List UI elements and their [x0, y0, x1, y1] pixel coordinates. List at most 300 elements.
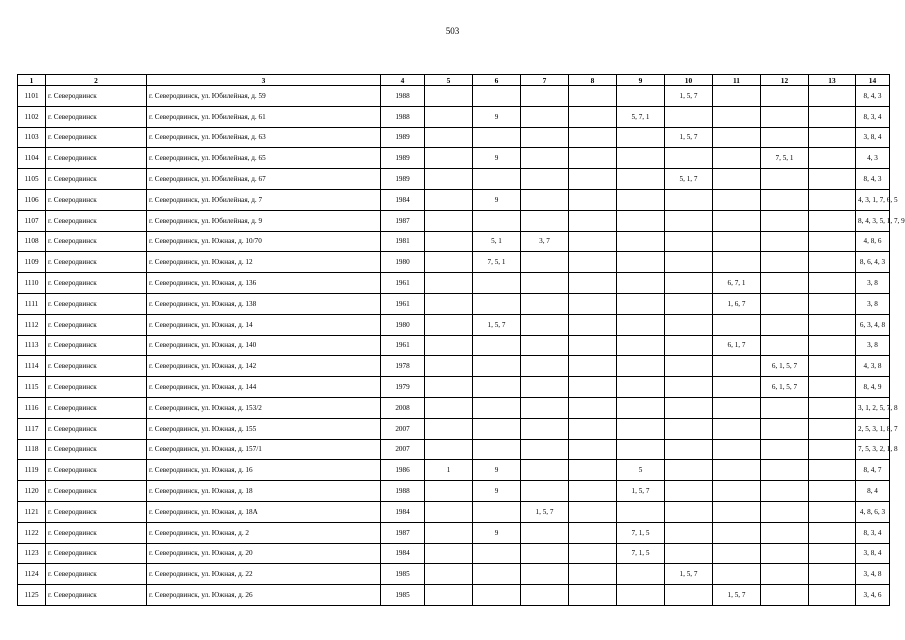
col-14-cell: 3, 4, 8 — [856, 564, 890, 585]
col-10-cell — [665, 148, 713, 169]
col-5-cell — [425, 86, 473, 107]
col-7-cell — [521, 585, 569, 606]
table-row — [18, 585, 890, 606]
col-9-cell — [617, 335, 665, 356]
col-13-cell — [809, 210, 856, 231]
row-number-cell: 1117 — [18, 418, 46, 439]
col-7-cell — [521, 543, 569, 564]
col-9-cell — [617, 127, 665, 148]
row-number-cell: 1105 — [18, 169, 46, 190]
col-5-cell — [425, 148, 473, 169]
col-12-cell — [761, 564, 809, 585]
table-row — [18, 439, 890, 460]
locality-cell: г. Северодвинск — [46, 543, 147, 564]
locality-cell: г. Северодвинск — [46, 585, 147, 606]
col-11-cell — [713, 106, 761, 127]
col-13-cell — [809, 481, 856, 502]
table-row — [18, 418, 890, 439]
col-9-cell: 5 — [617, 460, 665, 481]
col-7-cell — [521, 148, 569, 169]
year-cell: 1961 — [381, 293, 425, 314]
col-7-cell — [521, 397, 569, 418]
col-5-cell — [425, 439, 473, 460]
col-7-cell — [521, 564, 569, 585]
col-14-cell: 8, 4, 7 — [856, 460, 890, 481]
col-6-cell — [473, 543, 521, 564]
col-7-cell — [521, 522, 569, 543]
address-cell: г. Северодвинск, ул. Южная, д. 16 — [147, 460, 381, 481]
col-10-cell — [665, 522, 713, 543]
col-6-cell: 9 — [473, 522, 521, 543]
locality-cell: г. Северодвинск — [46, 273, 147, 294]
col-6-cell — [473, 564, 521, 585]
col-9-cell — [617, 585, 665, 606]
col-10-cell: 1, 5, 7 — [665, 86, 713, 107]
col-11-cell — [713, 564, 761, 585]
col-12-cell — [761, 397, 809, 418]
col-11-cell — [713, 189, 761, 210]
col-5-cell — [425, 564, 473, 585]
address-cell: г. Северодвинск, ул. Южная, д. 2 — [147, 522, 381, 543]
col-12-cell — [761, 418, 809, 439]
table-row — [18, 127, 890, 148]
col-6-cell — [473, 169, 521, 190]
col-14-cell: 4, 3, 1, 7, 6, 5 — [856, 189, 890, 210]
col-14-cell: 8, 4, 9 — [856, 377, 890, 398]
col-7-cell — [521, 86, 569, 107]
col-11-cell — [713, 460, 761, 481]
col-14-cell: 3, 8 — [856, 293, 890, 314]
column-header-14: 14 — [856, 75, 890, 86]
row-number-cell: 1110 — [18, 273, 46, 294]
row-number-cell: 1107 — [18, 210, 46, 231]
col-14-cell: 8, 4, 3, 5, 1, 7, 9 — [856, 210, 890, 231]
col-5-cell — [425, 252, 473, 273]
col-8-cell — [569, 543, 617, 564]
col-14-cell: 3, 1, 2, 5, 7, 8 — [856, 397, 890, 418]
address-cell: г. Северодвинск, ул. Южная, д. 18 — [147, 481, 381, 502]
col-8-cell — [569, 106, 617, 127]
address-cell: г. Северодвинск, ул. Южная, д. 14 — [147, 314, 381, 335]
col-14-cell: 8, 3, 4 — [856, 522, 890, 543]
address-cell: г. Северодвинск, ул. Южная, д. 144 — [147, 377, 381, 398]
col-8-cell — [569, 127, 617, 148]
table-row — [18, 564, 890, 585]
col-6-cell — [473, 86, 521, 107]
col-13-cell — [809, 106, 856, 127]
col-14-cell: 3, 8 — [856, 335, 890, 356]
col-9-cell — [617, 148, 665, 169]
col-5-cell — [425, 356, 473, 377]
col-10-cell — [665, 210, 713, 231]
col-7-cell — [521, 377, 569, 398]
col-8-cell — [569, 418, 617, 439]
col-14-cell: 4, 8, 6 — [856, 231, 890, 252]
col-8-cell — [569, 460, 617, 481]
column-header-10: 10 — [665, 75, 713, 86]
col-11-cell — [713, 356, 761, 377]
address-cell: г. Северодвинск, ул. Юбилейная, д. 67 — [147, 169, 381, 190]
col-13-cell — [809, 273, 856, 294]
column-header-13: 13 — [809, 75, 856, 86]
col-9-cell: 1, 5, 7 — [617, 481, 665, 502]
col-12-cell: 7, 5, 1 — [761, 148, 809, 169]
col-7-cell — [521, 439, 569, 460]
col-10-cell: 1, 5, 7 — [665, 564, 713, 585]
row-number-cell: 1106 — [18, 189, 46, 210]
col-8-cell — [569, 335, 617, 356]
col-7-cell — [521, 106, 569, 127]
col-7-cell — [521, 314, 569, 335]
table-row — [18, 231, 890, 252]
col-9-cell — [617, 439, 665, 460]
col-10-cell — [665, 106, 713, 127]
year-cell: 2007 — [381, 439, 425, 460]
col-7-cell — [521, 356, 569, 377]
row-number-cell: 1120 — [18, 481, 46, 502]
col-7-cell — [521, 273, 569, 294]
col-8-cell — [569, 210, 617, 231]
col-10-cell — [665, 418, 713, 439]
col-11-cell: 1, 5, 7 — [713, 585, 761, 606]
address-cell: г. Северодвинск, ул. Южная, д. 22 — [147, 564, 381, 585]
col-13-cell — [809, 356, 856, 377]
col-10-cell — [665, 293, 713, 314]
year-cell: 1980 — [381, 314, 425, 335]
locality-cell: г. Северодвинск — [46, 564, 147, 585]
address-cell: г. Северодвинск, ул. Юбилейная, д. 59 — [147, 86, 381, 107]
col-12-cell — [761, 335, 809, 356]
col-8-cell — [569, 585, 617, 606]
address-cell: г. Северодвинск, ул. Южная, д. 140 — [147, 335, 381, 356]
col-11-cell: 1, 6, 7 — [713, 293, 761, 314]
col-10-cell — [665, 189, 713, 210]
year-cell: 1989 — [381, 148, 425, 169]
col-7-cell — [521, 418, 569, 439]
year-cell: 1980 — [381, 252, 425, 273]
col-8-cell — [569, 501, 617, 522]
row-number-cell: 1104 — [18, 148, 46, 169]
col-5-cell — [425, 189, 473, 210]
col-14-cell: 6, 3, 4, 8 — [856, 314, 890, 335]
col-10-cell — [665, 397, 713, 418]
col-5-cell — [425, 210, 473, 231]
col-9-cell — [617, 501, 665, 522]
column-header-8: 8 — [569, 75, 617, 86]
col-10-cell — [665, 439, 713, 460]
address-cell: г. Северодвинск, ул. Южная, д. 155 — [147, 418, 381, 439]
col-6-cell: 9 — [473, 481, 521, 502]
row-number-cell: 1111 — [18, 293, 46, 314]
table-row — [18, 148, 890, 169]
table-row — [18, 106, 890, 127]
col-6-cell: 9 — [473, 148, 521, 169]
col-13-cell — [809, 397, 856, 418]
page-number: 503 — [445, 26, 460, 36]
locality-cell: г. Северодвинск — [46, 148, 147, 169]
locality-cell: г. Северодвинск — [46, 169, 147, 190]
col-11-cell — [713, 397, 761, 418]
col-5-cell — [425, 314, 473, 335]
row-number-cell: 1103 — [18, 127, 46, 148]
address-cell: г. Северодвинск, ул. Южная, д. 12 — [147, 252, 381, 273]
year-cell: 1984 — [381, 189, 425, 210]
col-8-cell — [569, 169, 617, 190]
col-12-cell — [761, 543, 809, 564]
column-header-4: 4 — [381, 75, 425, 86]
col-9-cell — [617, 273, 665, 294]
col-11-cell — [713, 501, 761, 522]
col-6-cell — [473, 585, 521, 606]
locality-cell: г. Северодвинск — [46, 86, 147, 107]
col-8-cell — [569, 273, 617, 294]
col-12-cell — [761, 439, 809, 460]
col-14-cell: 8, 6, 4, 3 — [856, 252, 890, 273]
year-cell: 1978 — [381, 356, 425, 377]
col-6-cell — [473, 210, 521, 231]
col-8-cell — [569, 564, 617, 585]
col-10-cell — [665, 377, 713, 398]
table-row — [18, 169, 890, 190]
col-9-cell — [617, 252, 665, 273]
address-cell: г. Северодвинск, ул. Южная, д. 153/2 — [147, 397, 381, 418]
col-7-cell — [521, 210, 569, 231]
col-6-cell: 9 — [473, 460, 521, 481]
col-7-cell: 1, 5, 7 — [521, 501, 569, 522]
registry-table — [17, 74, 905, 606]
col-11-cell — [713, 231, 761, 252]
col-14-cell: 4, 8, 6, 3 — [856, 501, 890, 522]
col-9-cell — [617, 564, 665, 585]
col-6-cell — [473, 293, 521, 314]
col-10-cell — [665, 252, 713, 273]
col-14-cell: 3, 4, 6 — [856, 585, 890, 606]
col-12-cell — [761, 231, 809, 252]
col-13-cell — [809, 585, 856, 606]
col-12-cell: 6, 1, 5, 7 — [761, 377, 809, 398]
col-8-cell — [569, 397, 617, 418]
col-14-cell: 2, 5, 3, 1, 8, 7 — [856, 418, 890, 439]
col-9-cell — [617, 293, 665, 314]
col-14-cell: 8, 3, 4 — [856, 106, 890, 127]
col-12-cell — [761, 585, 809, 606]
row-number-cell: 1102 — [18, 106, 46, 127]
col-11-cell — [713, 377, 761, 398]
year-cell: 1961 — [381, 273, 425, 294]
col-8-cell — [569, 293, 617, 314]
col-5-cell — [425, 335, 473, 356]
col-11-cell — [713, 418, 761, 439]
col-12-cell — [761, 252, 809, 273]
col-11-cell — [713, 169, 761, 190]
year-cell: 1989 — [381, 127, 425, 148]
col-6-cell — [473, 356, 521, 377]
row-number-cell: 1116 — [18, 397, 46, 418]
col-11-cell — [713, 148, 761, 169]
row-number-cell: 1101 — [18, 86, 46, 107]
col-9-cell — [617, 397, 665, 418]
col-5-cell — [425, 543, 473, 564]
col-8-cell — [569, 189, 617, 210]
col-9-cell — [617, 86, 665, 107]
address-cell: г. Северодвинск, ул. Юбилейная, д. 7 — [147, 189, 381, 210]
col-12-cell — [761, 522, 809, 543]
col-8-cell — [569, 481, 617, 502]
col-12-cell — [761, 314, 809, 335]
col-6-cell: 1, 5, 7 — [473, 314, 521, 335]
col-13-cell — [809, 169, 856, 190]
table-row — [18, 293, 890, 314]
locality-cell: г. Северодвинск — [46, 106, 147, 127]
col-13-cell — [809, 148, 856, 169]
col-7-cell — [521, 127, 569, 148]
col-8-cell — [569, 314, 617, 335]
table-row — [18, 86, 890, 107]
col-10-cell — [665, 501, 713, 522]
col-9-cell: 5, 7, 1 — [617, 106, 665, 127]
col-9-cell — [617, 210, 665, 231]
col-6-cell — [473, 377, 521, 398]
col-5-cell — [425, 231, 473, 252]
table-row — [18, 501, 890, 522]
row-number-cell: 1114 — [18, 356, 46, 377]
col-6-cell: 5, 1 — [473, 231, 521, 252]
col-13-cell — [809, 418, 856, 439]
col-5-cell — [425, 585, 473, 606]
locality-cell: г. Северодвинск — [46, 481, 147, 502]
col-7-cell — [521, 460, 569, 481]
col-5-cell — [425, 418, 473, 439]
col-6-cell — [473, 439, 521, 460]
column-header-1: 1 — [18, 75, 46, 86]
col-12-cell: 6, 1, 5, 7 — [761, 356, 809, 377]
col-11-cell: 6, 1, 7 — [713, 335, 761, 356]
col-13-cell — [809, 439, 856, 460]
col-14-cell: 3, 8, 4 — [856, 127, 890, 148]
col-11-cell — [713, 86, 761, 107]
col-13-cell — [809, 293, 856, 314]
address-cell: г. Северодвинск, ул. Южная, д. 157/1 — [147, 439, 381, 460]
col-11-cell — [713, 314, 761, 335]
column-header-11: 11 — [713, 75, 761, 86]
row-number-cell: 1115 — [18, 377, 46, 398]
col-12-cell — [761, 106, 809, 127]
col-14-cell: 3, 8, 4 — [856, 543, 890, 564]
year-cell: 1988 — [381, 86, 425, 107]
address-cell: г. Северодвинск, ул. Южная, д. 142 — [147, 356, 381, 377]
table-row — [18, 314, 890, 335]
year-cell: 1981 — [381, 231, 425, 252]
table-row — [18, 356, 890, 377]
year-cell: 1984 — [381, 501, 425, 522]
col-12-cell — [761, 293, 809, 314]
col-9-cell — [617, 356, 665, 377]
year-cell: 1979 — [381, 377, 425, 398]
col-8-cell — [569, 252, 617, 273]
col-9-cell — [617, 231, 665, 252]
col-12-cell — [761, 210, 809, 231]
col-13-cell — [809, 543, 856, 564]
col-11-cell — [713, 252, 761, 273]
year-cell: 1988 — [381, 481, 425, 502]
address-cell: г. Северодвинск, ул. Южная, д. 26 — [147, 585, 381, 606]
col-5-cell — [425, 501, 473, 522]
col-9-cell — [617, 314, 665, 335]
col-14-cell: 7, 5, 3, 2, 1, 8 — [856, 439, 890, 460]
column-header-3: 3 — [147, 75, 381, 86]
year-cell: 2008 — [381, 397, 425, 418]
col-14-cell: 4, 3, 8 — [856, 356, 890, 377]
col-5-cell — [425, 522, 473, 543]
col-8-cell — [569, 148, 617, 169]
col-13-cell — [809, 460, 856, 481]
col-13-cell — [809, 231, 856, 252]
col-9-cell: 7, 1, 5 — [617, 522, 665, 543]
row-number-cell: 1112 — [18, 314, 46, 335]
locality-cell: г. Северодвинск — [46, 210, 147, 231]
address-cell: г. Северодвинск, ул. Южная, д. 20 — [147, 543, 381, 564]
locality-cell: г. Северодвинск — [46, 501, 147, 522]
row-number-cell: 1123 — [18, 543, 46, 564]
locality-cell: г. Северодвинск — [46, 293, 147, 314]
col-7-cell — [521, 252, 569, 273]
locality-cell: г. Северодвинск — [46, 231, 147, 252]
col-11-cell: 6, 7, 1 — [713, 273, 761, 294]
year-cell: 1987 — [381, 522, 425, 543]
column-header-7: 7 — [521, 75, 569, 86]
col-6-cell: 9 — [473, 106, 521, 127]
table-row — [18, 210, 890, 231]
column-header-2: 2 — [46, 75, 147, 86]
col-8-cell — [569, 356, 617, 377]
row-number-cell: 1119 — [18, 460, 46, 481]
table-row — [18, 397, 890, 418]
locality-cell: г. Северодвинск — [46, 439, 147, 460]
address-cell: г. Северодвинск, ул. Юбилейная, д. 63 — [147, 127, 381, 148]
col-10-cell — [665, 543, 713, 564]
col-6-cell — [473, 273, 521, 294]
col-7-cell — [521, 169, 569, 190]
column-header-12: 12 — [761, 75, 809, 86]
col-7-cell: 3, 7 — [521, 231, 569, 252]
table-row — [18, 335, 890, 356]
address-cell: г. Северодвинск, ул. Южная, д. 18А — [147, 501, 381, 522]
col-7-cell — [521, 293, 569, 314]
address-cell: г. Северодвинск, ул. Юбилейная, д. 61 — [147, 106, 381, 127]
address-cell: г. Северодвинск, ул. Южная, д. 10/70 — [147, 231, 381, 252]
col-6-cell: 7, 5, 1 — [473, 252, 521, 273]
table-row — [18, 189, 890, 210]
col-11-cell — [713, 127, 761, 148]
col-13-cell — [809, 522, 856, 543]
col-14-cell: 4, 3 — [856, 148, 890, 169]
col-5-cell — [425, 397, 473, 418]
col-10-cell — [665, 273, 713, 294]
col-13-cell — [809, 377, 856, 398]
table-row — [18, 481, 890, 502]
col-13-cell — [809, 86, 856, 107]
locality-cell: г. Северодвинск — [46, 522, 147, 543]
col-9-cell: 7, 1, 5 — [617, 543, 665, 564]
col-10-cell — [665, 585, 713, 606]
col-10-cell — [665, 481, 713, 502]
col-6-cell — [473, 397, 521, 418]
col-5-cell — [425, 377, 473, 398]
col-12-cell — [761, 481, 809, 502]
col-12-cell — [761, 460, 809, 481]
col-14-cell: 3, 8 — [856, 273, 890, 294]
col-14-cell: 8, 4 — [856, 481, 890, 502]
